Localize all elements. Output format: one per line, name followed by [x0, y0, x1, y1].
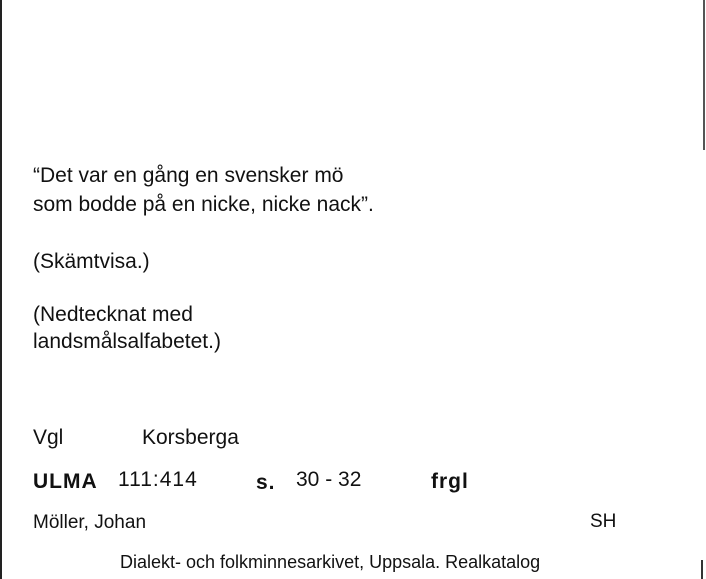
card-left-edge	[0, 0, 2, 579]
genre-label: (Skämtvisa.)	[33, 250, 150, 273]
archive-footer: Dialekt- och folkminnesarkivet, Uppsala. Realkatalog	[120, 552, 541, 572]
note-line-1: (Nedtecknat med	[33, 303, 193, 326]
pages-label: s.	[256, 471, 276, 494]
province: Vgl	[33, 426, 64, 449]
archive-number: 111:414	[118, 468, 198, 491]
pages-value: 30 - 32	[296, 468, 362, 491]
recorder-name: Möller, Johan	[33, 512, 147, 533]
note-line-2: landsmålsalfabetet.)	[33, 330, 221, 353]
parish: Korsberga	[142, 426, 239, 449]
category-code: frgl	[431, 470, 469, 493]
verse-line-2: som bodde på en nicke, nicke nack”.	[33, 193, 374, 216]
card-bottom-right-edge	[701, 560, 703, 579]
initials: SH	[590, 511, 617, 532]
archive-label: ULMA	[33, 470, 98, 493]
verse-line-1: “Det var en gång en svensker mö	[33, 164, 344, 187]
card-right-edge	[703, 0, 705, 150]
